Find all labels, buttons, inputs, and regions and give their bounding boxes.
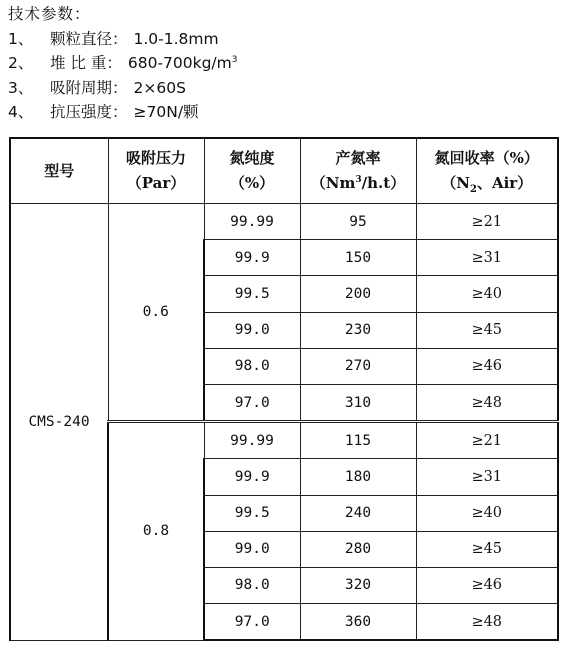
rate-cell: 115 (300, 422, 416, 459)
spec-item-superscript: 3 (231, 54, 238, 65)
recovery-cell: ≥21 (416, 204, 558, 240)
purity-cell: 98.0 (204, 567, 300, 603)
header-pressure-unit: （Par） (126, 174, 186, 192)
rate-cell: 270 (300, 348, 416, 384)
header-recovery-unit-part: 、Air） (476, 174, 533, 192)
purity-cell: 97.0 (204, 604, 300, 641)
rate-cell: 150 (300, 240, 416, 276)
rate-cell: 320 (300, 567, 416, 603)
purity-cell: 99.9 (204, 459, 300, 495)
header-rate-unit-part: /h.t） (361, 174, 406, 192)
spec-item-value: 1.0-1.8mm (133, 29, 219, 48)
performance-table (9, 137, 559, 641)
spec-item-bulk-density (8, 51, 238, 76)
table-header-row (10, 138, 558, 204)
recovery-cell: ≥46 (416, 348, 558, 384)
spec-item-number: 4、 (8, 103, 34, 121)
header-pressure (108, 138, 204, 204)
header-rate-label: 产氮率 (335, 149, 381, 167)
header-recovery-unit-part: （N (441, 174, 470, 192)
spec-item-label: 堆 比 重： (50, 54, 122, 72)
spec-item-number: 3、 (8, 78, 34, 97)
rate-cell: 280 (300, 531, 416, 567)
purity-cell: 97.0 (204, 384, 300, 421)
pressure-cell: 0.8 (108, 422, 204, 641)
header-purity-unit: （%） (229, 174, 275, 192)
purity-cell: 99.5 (204, 276, 300, 312)
purity-cell: 99.0 (204, 531, 300, 567)
header-model-label: 型号 (44, 161, 75, 180)
spec-item-particle-size (8, 27, 238, 52)
purity-cell: 99.99 (204, 204, 300, 240)
purity-cell: 99.5 (204, 495, 300, 531)
header-rate-unit-part: （Nm (310, 174, 356, 192)
recovery-cell: ≥45 (416, 531, 558, 567)
header-recovery-subscript: 2 (470, 184, 477, 195)
rate-cell: 240 (300, 495, 416, 531)
header-recovery-unit (417, 171, 558, 196)
spec-list (8, 2, 238, 125)
recovery-cell: ≥21 (416, 422, 558, 459)
spec-item-value: 680-700kg/m (127, 54, 232, 72)
recovery-cell: ≥48 (416, 604, 558, 641)
header-rate-superscript: 3 (355, 175, 362, 185)
rate-cell: 310 (300, 384, 416, 421)
header-rate (300, 138, 416, 204)
recovery-cell: ≥31 (416, 459, 558, 495)
pressure-cell: 0.6 (108, 204, 204, 422)
purity-cell: 99.0 (204, 312, 300, 348)
recovery-cell: ≥40 (416, 276, 558, 312)
spec-item-number: 2、 (8, 54, 34, 72)
recovery-cell: ≥45 (416, 312, 558, 348)
header-pressure-label: 吸附压力 (125, 149, 186, 167)
rate-cell: 360 (300, 604, 416, 641)
spec-item-value: 2×60S (133, 78, 186, 97)
table-row (10, 204, 558, 240)
spec-item-adsorption-cycle (8, 76, 238, 101)
header-purity-label: 氮纯度 (229, 149, 275, 167)
recovery-cell: ≥31 (416, 240, 558, 276)
purity-cell: 99.9 (204, 240, 300, 276)
spec-title: 技术参数： (8, 5, 91, 23)
header-rate-unit (301, 171, 416, 196)
spec-item-value: ≥70N/颗 (133, 103, 199, 121)
spec-item-number: 1、 (8, 29, 34, 48)
spec-item-label: 颗粒直径： (50, 29, 128, 48)
purity-cell: 99.99 (204, 422, 300, 459)
recovery-cell: ≥46 (416, 567, 558, 603)
spec-item-crush-strength (8, 100, 238, 125)
purity-cell: 98.0 (204, 348, 300, 384)
rate-cell: 180 (300, 459, 416, 495)
rate-cell: 95 (300, 204, 416, 240)
spec-item-label: 吸附周期： (50, 78, 128, 97)
recovery-cell: ≥40 (416, 495, 558, 531)
rate-cell: 230 (300, 312, 416, 348)
model-cell: CMS-240 (10, 204, 108, 641)
header-purity (204, 138, 300, 204)
spec-item-label: 抗压强度： (50, 103, 128, 121)
header-recovery (416, 138, 558, 204)
recovery-cell: ≥48 (416, 384, 558, 421)
header-model (10, 138, 108, 204)
header-recovery-label: 氮回收率（%） (434, 149, 539, 167)
rate-cell: 200 (300, 276, 416, 312)
